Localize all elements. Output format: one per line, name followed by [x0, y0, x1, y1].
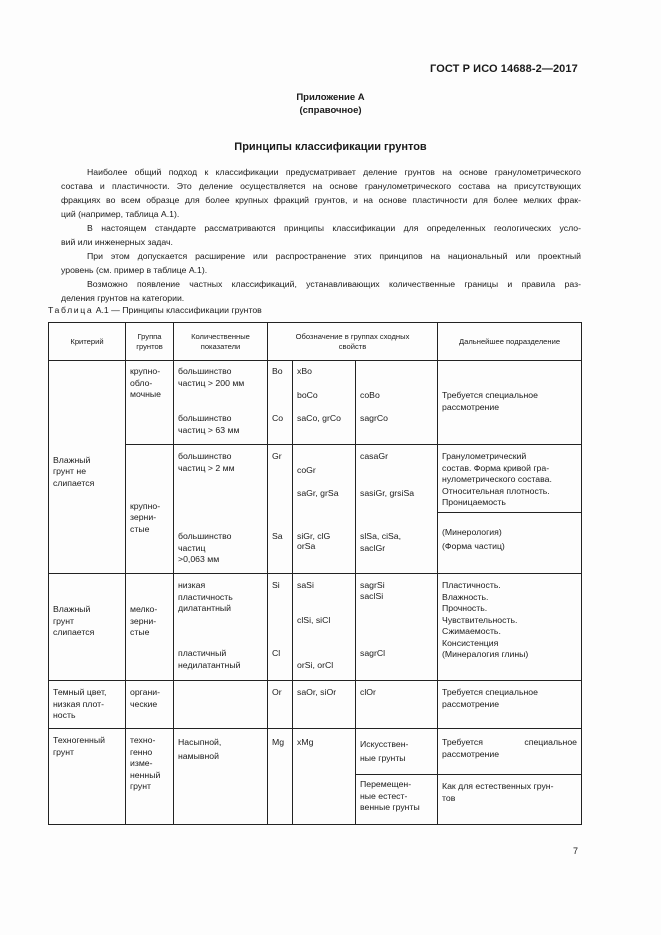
cell-line: органи- [130, 687, 161, 697]
cell-line: изме- [130, 758, 153, 768]
paragraph-2 [61, 221, 581, 249]
cell-line: Si [272, 580, 280, 590]
cell-line: крупно- [130, 366, 161, 376]
cell-designation-organic: saOr, siOr [293, 681, 356, 729]
cell-line: состав. Форма кривой гра- [442, 462, 550, 473]
cell-line: пластичный [178, 648, 227, 658]
paragraph-line: При этом допускается расширение или распространение этих принципов на национальный или проектный [87, 251, 581, 261]
cell-line: грунт [53, 615, 75, 626]
cell-group-fine [126, 574, 174, 681]
cell-line: orSi, orCl [297, 660, 334, 670]
paragraph-1 [61, 165, 581, 221]
cell-text [442, 527, 579, 552]
cell-further-organic [438, 681, 582, 729]
cell-line: clSi, siCl [297, 615, 331, 625]
cell-line: xBo [297, 366, 312, 376]
cell-line: частиц > 200 мм [178, 377, 245, 388]
cell-subdesignation-grained [356, 445, 438, 574]
cell-line: нулометрического состава. [442, 474, 552, 484]
cell-line: Техногенный [53, 735, 105, 745]
cell-line: большинство [178, 531, 232, 541]
cell-line: стые [130, 523, 150, 534]
cell-line: рассмотрение [442, 698, 500, 709]
header-quantitative [174, 323, 268, 361]
cell-line: зерни- [130, 512, 157, 523]
cell-line [442, 737, 577, 749]
table-row [49, 574, 582, 681]
cell-line: частиц [178, 542, 206, 553]
cell-line: casaGr [360, 451, 389, 461]
cell-line: sagrCl [360, 648, 386, 658]
appendix-subtitle: (справочное) [299, 105, 362, 116]
table-caption-text: А.1 — Принципы классификации грунтов [95, 305, 262, 315]
paragraph-line: вий или инженерных задач. [61, 237, 173, 247]
cell-line: (Форма частиц) [442, 540, 505, 551]
cell-quant-grained [174, 445, 268, 574]
paragraph-line: фракциях во всем образце для более крупных фракций грунтов, и на основе пластичности для более мелких фрак- [61, 195, 581, 205]
cell-text [442, 451, 579, 509]
cell-line: Консистенция [442, 637, 499, 648]
cell-designation-fine [293, 574, 356, 681]
cell-divider [438, 512, 581, 513]
page-number: 7 [573, 846, 579, 856]
header-designation [268, 323, 438, 361]
cell-text [178, 580, 265, 615]
cell-line: зерни- [130, 615, 157, 626]
cell-text [360, 779, 435, 814]
cell-line: низкая [178, 580, 206, 590]
cell-line: частиц > 63 мм [178, 424, 240, 435]
paragraph-line: В настоящем стандарте рассматриваются принципы классификации для определенных геологических усло- [87, 223, 581, 233]
cell-quant-coarse [174, 361, 268, 445]
cell-line: Проницаемость [442, 497, 506, 507]
cell-text [178, 531, 265, 566]
cell-divider [438, 774, 581, 775]
table-caption [48, 305, 262, 315]
cell-designation-grained [293, 445, 356, 574]
cell-line: ненный [130, 769, 161, 780]
cell-line: coBo [360, 390, 380, 400]
cell-word: специальное [524, 737, 578, 747]
cell-criterion-noncohesive [49, 361, 126, 574]
cell-line: ные естест- [360, 790, 408, 801]
cell-line: грунт [130, 781, 152, 791]
cell-line: грунт не [53, 466, 87, 477]
standard-number: ГОСТ Р ИСО 14688-2—2017 [430, 63, 578, 75]
cell-line: ность [53, 710, 76, 720]
cell-line: венные грунты [360, 802, 420, 812]
cell-symbol-organic: Or [268, 681, 293, 729]
table-header-row [49, 323, 582, 361]
cell-text [178, 413, 265, 436]
cell-line: Влажный [53, 604, 91, 614]
cell-line: (Минерология) [442, 527, 502, 537]
cell-symbol-fine [268, 574, 293, 681]
table-row [49, 729, 582, 825]
cell-group-organic [126, 681, 174, 729]
cell-quant-manmade [174, 729, 268, 825]
paragraph-4 [61, 277, 581, 305]
cell-text [442, 737, 577, 760]
cell-line: Cl [272, 648, 281, 658]
cell-line: (Минералогия глины) [442, 649, 529, 659]
cell-designation-coarse [293, 361, 356, 445]
cell-line: siGr, clG [297, 531, 331, 541]
cell-subdesignation-coarse [356, 361, 438, 445]
cell-subdesignation-manmade [356, 729, 438, 825]
cell-further-grained [438, 445, 582, 574]
cell-line: Чувствительность. [442, 614, 518, 625]
cell-group-coarse [126, 361, 174, 445]
paragraph-line: Возможно появление частных классификаций, устанавливающих количественные границы и правила раз- [87, 279, 581, 289]
cell-text [297, 531, 353, 551]
cell-line: sagrSi [360, 580, 385, 590]
cell-line: Bo [272, 366, 283, 376]
table-row [49, 361, 582, 445]
header-group [126, 323, 174, 361]
paragraph-3 [61, 249, 581, 277]
section-title: Принципы классификации грунтов [234, 141, 427, 153]
cell-line: слипается [53, 627, 95, 637]
cell-line: Требуется специальное [442, 687, 538, 697]
cell-line: Gr [272, 451, 282, 461]
cell-line: Пластичность. [442, 580, 501, 590]
cell-line: Влажность. [442, 591, 489, 602]
cell-line: Co [272, 413, 284, 423]
cell-line: Сжимаемость. [442, 626, 501, 636]
cell-line: слипается [53, 477, 95, 488]
cell-line: пластичность [178, 591, 233, 602]
classification-table [48, 322, 582, 825]
cell-symbol-coarse [268, 361, 293, 445]
cell-line: стые [130, 627, 150, 637]
cell-text [360, 531, 435, 554]
cell-line: большинство [178, 451, 232, 461]
cell-line: низкая плот- [53, 698, 104, 709]
cell-line: slSa, ciSa, [360, 531, 402, 541]
cell-line: Требуется специальное [442, 390, 538, 400]
cell-group-manmade [126, 729, 174, 825]
cell-line: saCo, grCo [297, 413, 341, 423]
cell-further-coarse [438, 361, 582, 445]
cell-line: Гранулометрический [442, 451, 527, 461]
cell-line: saclSi [360, 591, 384, 601]
cell-line: техно- [130, 735, 156, 745]
cell-line: частиц > 2 мм [178, 462, 235, 473]
cell-line: Перемещен- [360, 779, 412, 789]
cell-line: ные грунты [360, 753, 406, 763]
cell-line: крупно- [130, 500, 161, 511]
cell-line: мелко- [130, 604, 158, 614]
cell-line: Как для естественных грун- [442, 781, 554, 791]
cell-text [442, 390, 579, 413]
paragraph-line: Наиболее общий подход к классификации предусматривает деление грунтов на основе гранулометрического [87, 167, 581, 177]
cell-criterion-manmade [49, 729, 126, 825]
cell-line: дилатантный [178, 603, 232, 613]
cell-line: Прочность. [442, 603, 488, 613]
cell-symbol-manmade: Mg [268, 729, 293, 825]
cell-line: рассмотрение [442, 401, 500, 412]
cell-symbol-grained [268, 445, 293, 574]
paragraph-line: деления грунтов на категории. [61, 293, 185, 303]
cell-designation-manmade: xMg [293, 729, 356, 825]
cell-line: >0,063 мм [178, 554, 220, 564]
cell-line: Sa [272, 531, 283, 541]
cell-quant-organic [174, 681, 268, 729]
cell-line: грунт [53, 746, 75, 757]
header-criterion: Критерий [49, 323, 126, 361]
cell-text [178, 451, 265, 474]
cell-line: мочные [130, 389, 162, 399]
cell-line: saclGr [360, 542, 386, 553]
cell-text [178, 648, 265, 671]
cell-criterion-cohesive [49, 574, 126, 681]
cell-line: boCo [297, 390, 318, 400]
header-further: Дальнейшее подразделение [438, 323, 582, 361]
header-line: свойств [338, 341, 367, 351]
cell-further-fine [438, 574, 582, 681]
cell-line: рассмотрение [442, 748, 500, 759]
cell-subdesignation-fine [356, 574, 438, 681]
cell-line: намывной [178, 750, 219, 761]
cell-line: Относительная плотность. [442, 485, 550, 496]
cell-quant-fine [174, 574, 268, 681]
cell-line: coGr [297, 465, 316, 475]
header-line: Обозначение в группах сходных [295, 331, 410, 341]
header-line: Количественные [191, 331, 250, 341]
cell-line: обло- [130, 377, 153, 388]
cell-line: тов [442, 792, 456, 803]
cell-group-grained [126, 445, 174, 574]
cell-text [130, 483, 169, 536]
cell-line: ческие [130, 698, 158, 709]
cell-text [360, 737, 435, 765]
cell-line: orSa [297, 541, 316, 551]
table-row [49, 681, 582, 729]
cell-divider [356, 774, 437, 775]
header-line: грунтов [136, 341, 163, 351]
cell-line: генно [130, 746, 153, 757]
paragraph-line: ций (например, таблица А.1). [61, 209, 180, 219]
paragraph-line: уровень (см. пример в таблице А.1). [61, 265, 208, 275]
cell-further-manmade [438, 729, 582, 825]
paragraph-line: состава и пластичности. Это деление осуществляется на основе гранулометрического состава на присутствующих [61, 181, 581, 191]
cell-line: Темный цвет, [53, 687, 107, 697]
table-caption-prefix: Таблица [48, 305, 94, 315]
cell-line: Искусствен- [360, 739, 409, 749]
table-row [49, 445, 582, 574]
cell-line: sasiGr, grsiSa [360, 488, 415, 498]
cell-line: Насыпной, [178, 737, 222, 747]
cell-line: большинство [178, 413, 232, 423]
cell-line: большинство [178, 366, 232, 376]
cell-criterion-organic [49, 681, 126, 729]
header-line: Группа [137, 331, 162, 341]
cell-line: sagrCo [360, 413, 389, 423]
cell-word: Требуется [442, 737, 483, 747]
cell-text [178, 366, 265, 389]
cell-line: недилатантный [178, 659, 241, 670]
appendix-title: Приложение А [296, 92, 365, 103]
cell-line: saGr, grSa [297, 488, 339, 498]
cell-line: saSi [297, 580, 314, 590]
cell-subdesignation-organic: clOr [356, 681, 438, 729]
cell-line: Влажный [53, 454, 91, 465]
header-line: показатели [200, 341, 241, 351]
cell-text [442, 781, 579, 804]
